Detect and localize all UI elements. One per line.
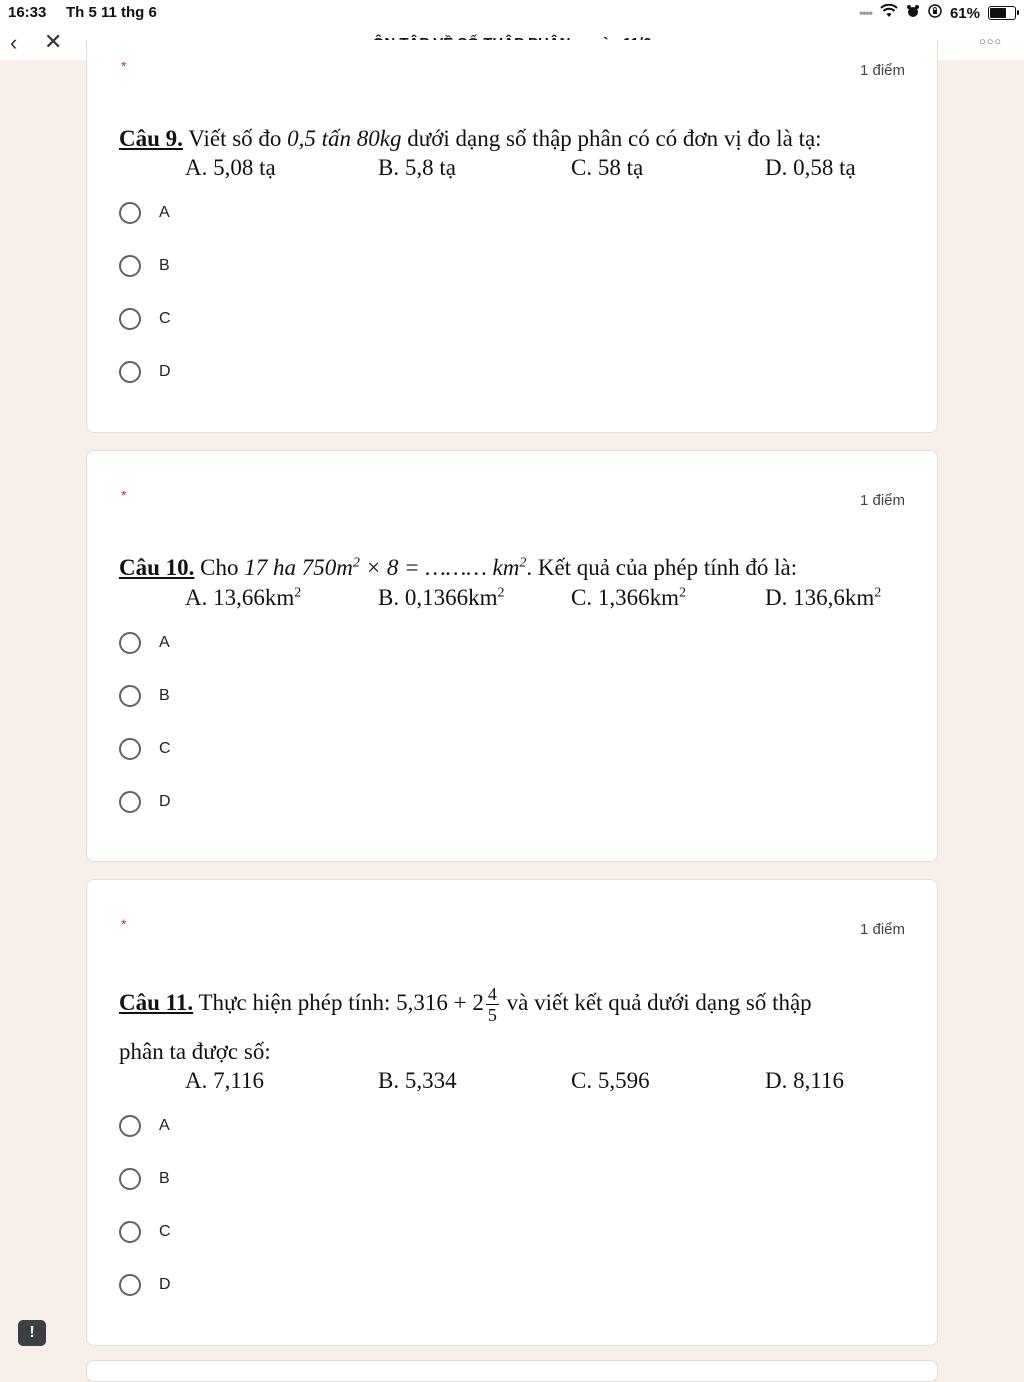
radio-button[interactable]	[119, 791, 141, 813]
question-text-line2: phân ta được số:	[119, 1039, 271, 1064]
choice-a: A. 5,08 tạ	[185, 155, 276, 180]
points-label: 1 điểm	[859, 921, 905, 938]
choice-b: B. 5,334	[378, 1068, 457, 1093]
status-date: Th 5 11 thg 6	[66, 4, 157, 21]
option-label: D	[159, 363, 171, 380]
radio-button[interactable]	[119, 202, 141, 224]
radio-button[interactable]	[119, 738, 141, 760]
status-icons	[859, 4, 1016, 22]
option-label: D	[159, 793, 171, 810]
question-number: Câu 11.	[119, 989, 194, 1015]
radio-button[interactable]	[119, 1168, 141, 1190]
radio-option-d[interactable]	[119, 787, 171, 817]
radio-option-c[interactable]	[119, 1217, 171, 1247]
radio-option-b[interactable]	[119, 1164, 170, 1194]
choice-b: B. 5,8 tạ	[378, 155, 456, 180]
required-mark: *	[121, 916, 127, 932]
question-number: Câu 10.	[119, 555, 195, 580]
option-label: C	[159, 740, 171, 757]
radio-button[interactable]	[119, 1274, 141, 1296]
radio-button[interactable]	[119, 632, 141, 654]
choice-c: C. $1,366km^2$	[571, 585, 686, 610]
choice-c: C. 5,596	[571, 1068, 650, 1093]
radio-button[interactable]	[119, 308, 141, 330]
battery-icon	[988, 6, 1016, 20]
radio-option-d[interactable]	[119, 1270, 171, 1300]
question-card-9	[86, 40, 938, 433]
choice-a: A. 7,116	[185, 1068, 265, 1093]
back-icon[interactable]: ‹	[10, 30, 18, 55]
radio-option-c[interactable]	[119, 304, 171, 334]
wifi-icon	[880, 4, 898, 22]
question-card-10	[86, 450, 938, 862]
close-icon[interactable]: ✕	[44, 29, 63, 54]
option-label: C	[159, 1223, 171, 1240]
radio-option-d[interactable]	[119, 357, 171, 387]
points-label: 1 điểm	[859, 492, 905, 509]
option-label: D	[159, 1276, 171, 1293]
radio-button[interactable]	[119, 1221, 141, 1243]
question-text: Câu 11. Thực hiện phép tính: 5,316 + 2 $\frac{4}{5}$ và viết kết quả dưới dạng số thập	[119, 984, 812, 1025]
signal-icon: ••••	[859, 6, 872, 20]
radio-button[interactable]	[119, 361, 141, 383]
alarm-icon	[906, 4, 920, 22]
status-time: 16:33	[8, 4, 47, 21]
choice-a: A. $13,66km^2$	[185, 585, 302, 610]
radio-option-a[interactable]	[119, 1111, 170, 1141]
question-text: Câu 10. Cho 17 ha $750m^2 \times 8$ = ……… $km^2$. Kết quả của phép tính đó là:	[119, 555, 798, 580]
option-label: B	[159, 1170, 170, 1187]
radio-option-a[interactable]	[119, 628, 170, 658]
points-label: 1 điểm	[859, 62, 905, 79]
option-label: A	[159, 204, 170, 221]
radio-button[interactable]	[119, 1115, 141, 1137]
choice-d: D. $136,6km^2$	[765, 585, 882, 610]
option-label: A	[159, 634, 170, 651]
battery-percent: 61%	[949, 4, 980, 22]
more-options-icon[interactable]: ○○○	[979, 36, 1002, 48]
lock-rotation-icon	[928, 4, 942, 22]
option-label: C	[159, 310, 171, 327]
question-card-11	[86, 879, 938, 1346]
radio-option-b[interactable]	[119, 251, 170, 281]
choice-b: B. $0,1366km^2$	[378, 585, 505, 610]
choice-d: D. 0,58 tạ	[765, 155, 856, 180]
radio-option-c[interactable]	[119, 734, 171, 764]
question-number: Câu 9.	[119, 126, 183, 151]
radio-button[interactable]	[119, 255, 141, 277]
option-label: B	[159, 687, 170, 704]
option-label: B	[159, 257, 170, 274]
choice-d: D. 8,116	[765, 1068, 845, 1093]
radio-option-b[interactable]	[119, 681, 170, 711]
fraction: $\frac{4}{5}$	[487, 984, 497, 1025]
choice-c: C. 58 tạ	[571, 155, 644, 180]
required-mark: *	[121, 58, 127, 74]
required-mark: *	[121, 487, 127, 503]
question-text: Câu 9. Viết số đo 0,5 tấn 80kg dưới dạng số thập phân có có đơn vị đo là tạ:	[119, 126, 822, 151]
question-card-next	[86, 1360, 938, 1382]
radio-button[interactable]	[119, 685, 141, 707]
report-problem-icon[interactable]: !	[18, 1320, 46, 1346]
radio-option-a[interactable]	[119, 198, 170, 228]
option-label: A	[159, 1117, 170, 1134]
